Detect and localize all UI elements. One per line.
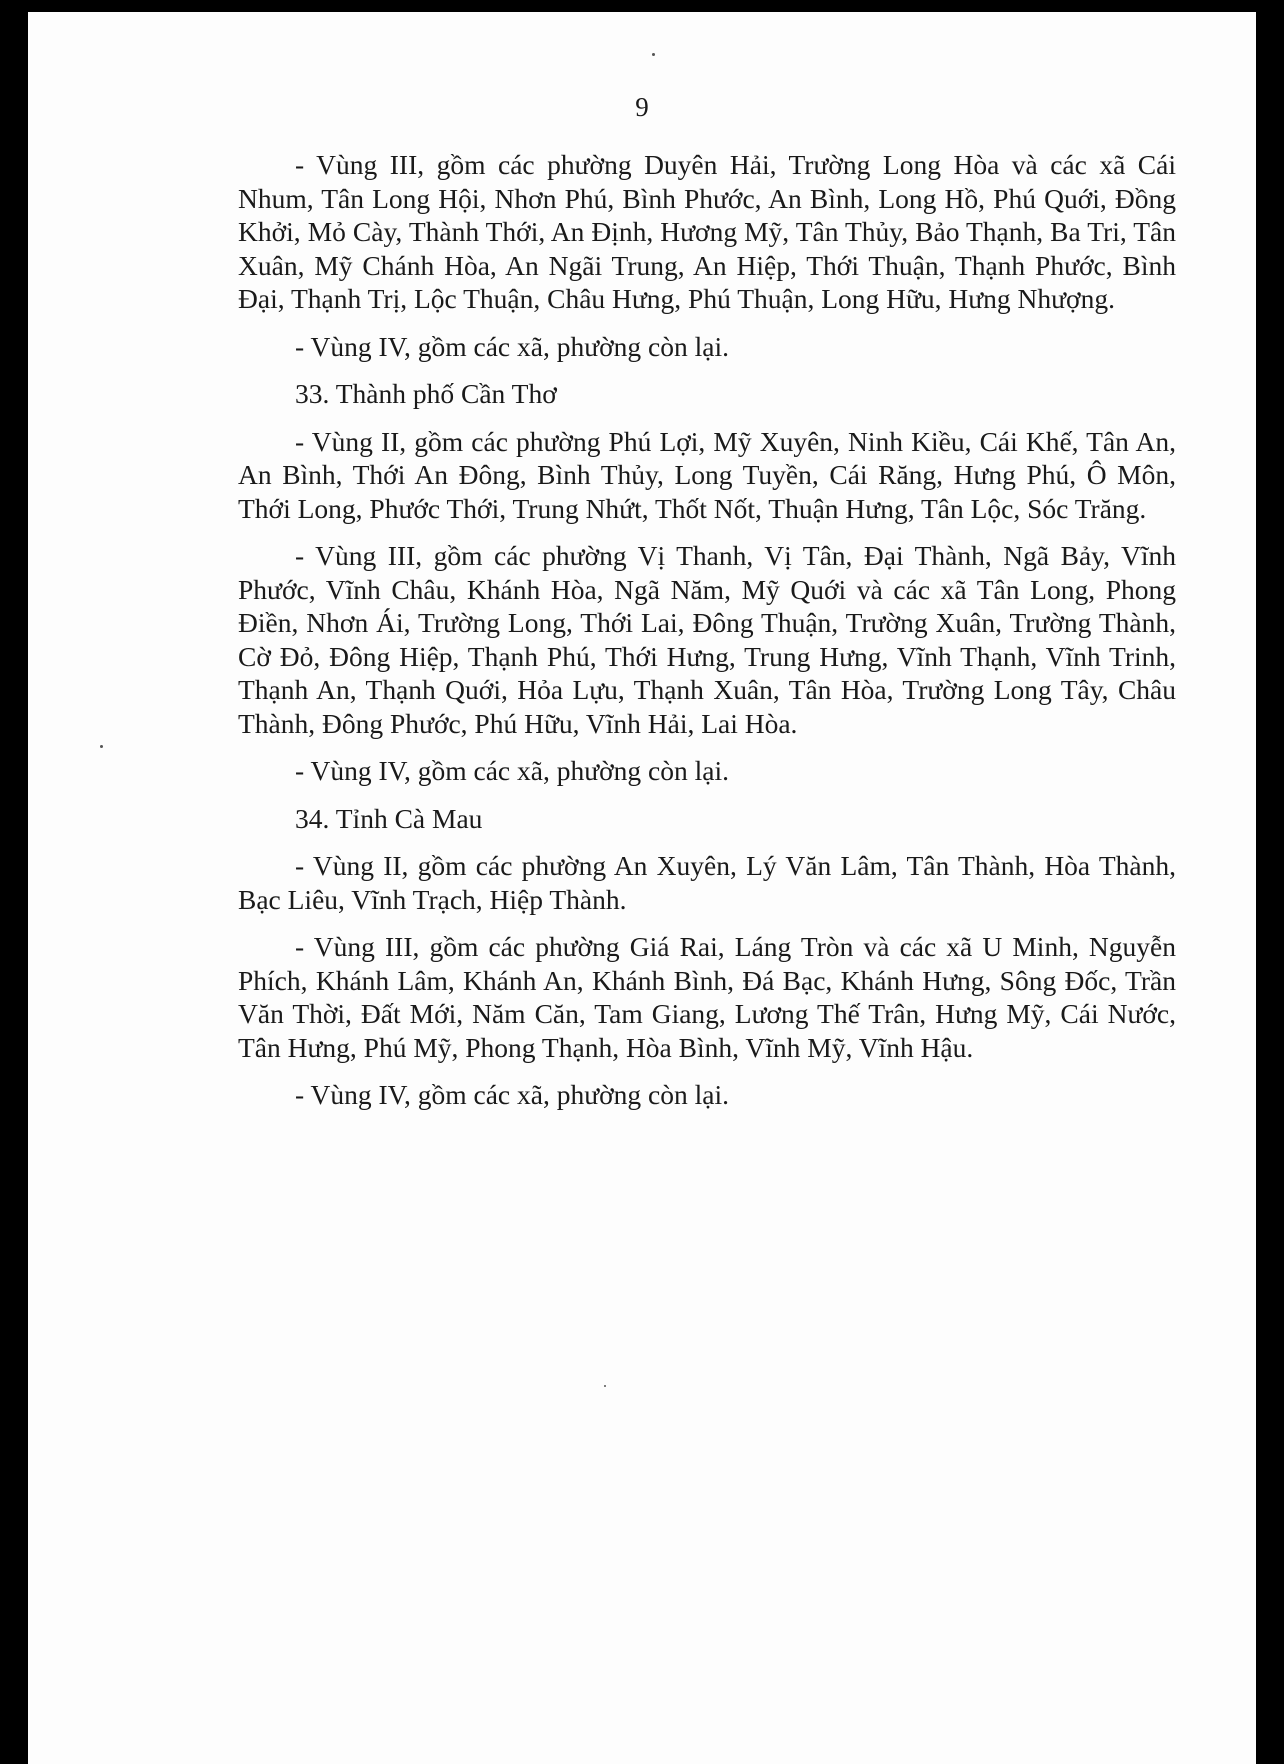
zone-paragraph: - Vùng IV, gồm các xã, phường còn lại. — [295, 1079, 729, 1110]
zone-paragraph: - Vùng II, gồm các phường Phú Lợi, Mỹ Xuyên, Ninh Kiều, Cái Khế, Tân An, An Bình, Thới An Đông, Bình Thủy, Long Tuyền, Cái Răng, Hưng Phú, Ô Môn, Thới Long, Phước Thới, Trung Nhứt, Thốt Nốt, Thuận Hưng, Tân Lộc, Sóc Trăng. — [238, 425, 1176, 524]
section-heading: 34. Tỉnh Cà Mau — [295, 802, 483, 834]
zone-paragraph: - Vùng IV, gồm các xã, phường còn lại. — [295, 755, 729, 786]
scan-speck — [604, 1385, 606, 1387]
document-page — [28, 12, 1256, 1764]
zone-paragraph: - Vùng III, gồm các phường Giá Rai, Láng Tròn và các xã U Minh, Nguyễn Phích, Khánh Lâm, Khánh An, Khánh Bình, Đá Bạc, Khánh Hưng, Sông Đốc, Trần Văn Thời, Đất Mới, Năm Căn, Tam Giang, Lương Thế Trân, Hưng Mỹ, Cái Nước, Tân Hưng, Phú Mỹ, Phong Thạnh, Hòa Bình, Vĩnh Mỹ, Vĩnh Hậu. — [238, 931, 1176, 1063]
scan-speck — [652, 53, 655, 56]
page-number: 9 — [635, 92, 649, 122]
zone-paragraph: - Vùng III, gồm các phường Duyên Hải, Trường Long Hòa và các xã Cái Nhum, Tân Long Hội, Nhơn Phú, Bình Phước, An Bình, Long Hồ, Phú Quới, Đồng Khởi, Mỏ Cày, Thành Thới, An Định, Hương Mỹ, Tân Thủy, Bảo Thạnh, Ba Tri, Tân Xuân, Mỹ Chánh Hòa, An Ngãi Trung, An Hiệp, Thới Thuận, Thạnh Phước, Bình Đại, Thạnh Trị, Lộc Thuận, Châu Hưng, Phú Thuận, Long Hữu, Hưng Nhượng. — [238, 149, 1176, 314]
section-heading: 33. Thành phố Cần Thơ — [295, 378, 557, 409]
scan-speck — [100, 745, 103, 748]
document-body — [238, 148, 1176, 1126]
zone-paragraph: - Vùng II, gồm các phường An Xuyên, Lý Văn Lâm, Tân Thành, Hòa Thành, Bạc Liêu, Vĩnh Trạch, Hiệp Thành. — [238, 850, 1176, 915]
zone-paragraph: - Vùng IV, gồm các xã, phường còn lại. — [295, 330, 729, 362]
zone-paragraph: - Vùng III, gồm các phường Vị Thanh, Vị Tân, Đại Thành, Ngã Bảy, Vĩnh Phước, Vĩnh Châu, Khánh Hòa, Ngã Năm, Mỹ Quới và các xã Tân Long, Phong Điền, Nhơn Ái, Trường Long, Thới Lai, Đông Thuận, Trường Xuân, Trường Thành, Cờ Đỏ, Đông Hiệp, Thạnh Phú, Thới Hưng, Trung Hưng, Vĩnh Thạnh, Vĩnh Trinh, Thạnh An, Thạnh Quới, Hỏa Lựu, Thạnh Xuân, Tân Hòa, Trường Long Tây, Châu Thành, Đông Phước, Phú Hữu, Vĩnh Hải, Lai Hòa. — [238, 540, 1176, 739]
